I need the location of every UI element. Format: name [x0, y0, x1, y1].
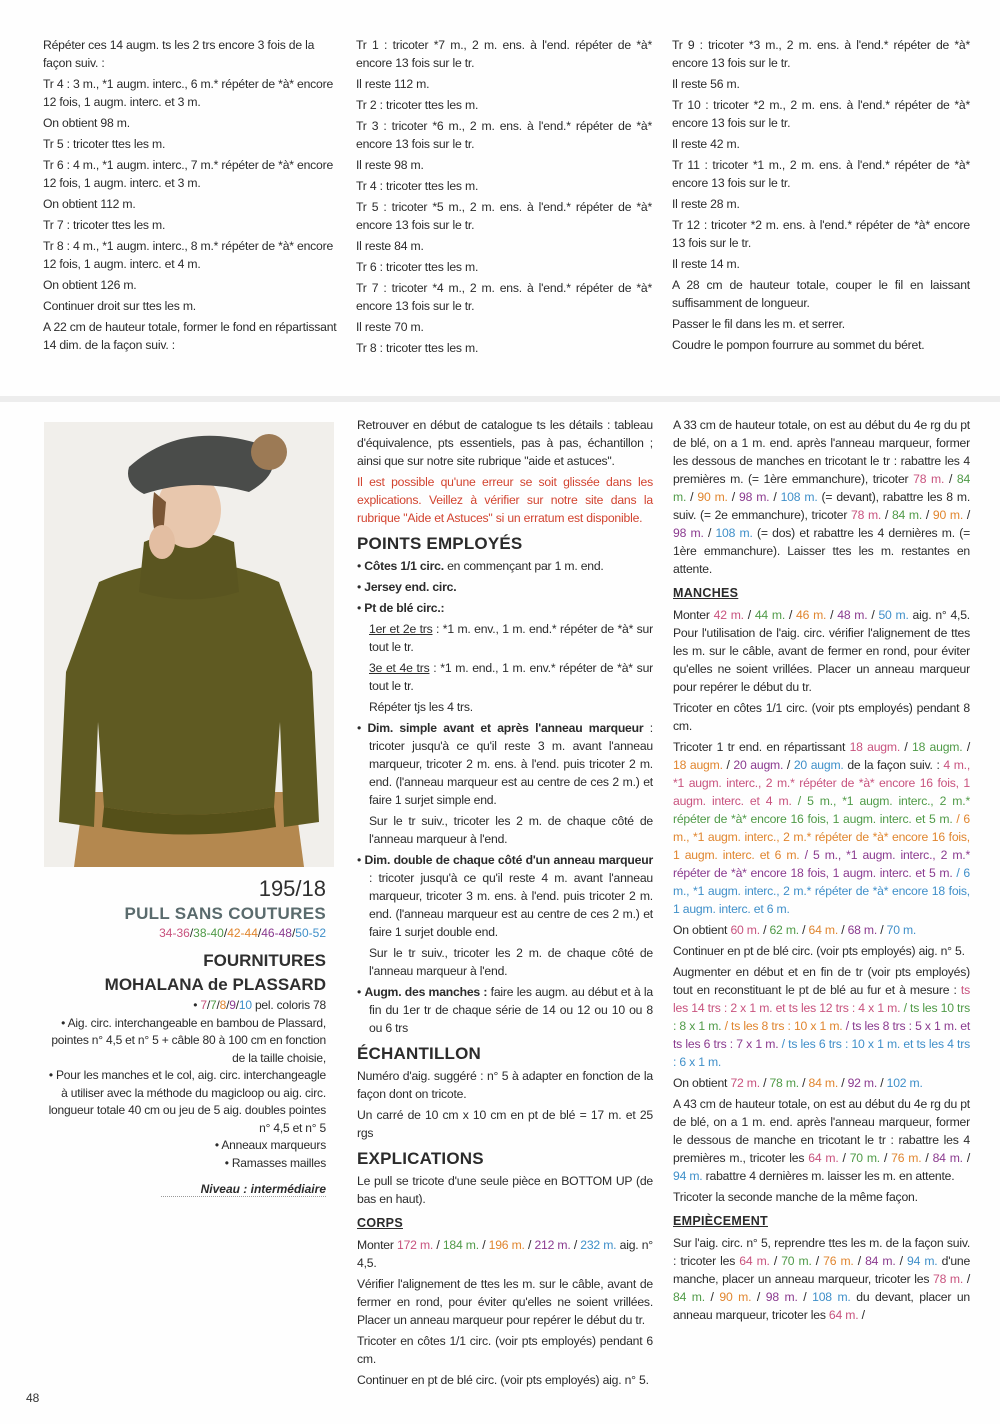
page-number: 48 — [26, 1391, 40, 1405]
text: (= devant), rabattre les 8 m. suiv. (= 2e emmanchure), tricoter — [673, 490, 971, 522]
paragraph: A 28 cm de hauteur totale, couper le fil en laissant suffisamment de longueur. — [672, 278, 970, 310]
text: Tricoter 1 tr end. en répartissant — [673, 740, 846, 754]
paragraph: Monter 172 m. / 184 m. / 196 m. / 212 m. / 232 m. aig. n° 4,5. — [357, 1238, 653, 1270]
size-value: 68 m. — [847, 923, 878, 937]
paragraph: On obtient 60 m. / 62 m. / 64 m. / 68 m. / 70 m. — [673, 923, 917, 937]
size-value: 64 m. — [739, 1254, 770, 1268]
text: du devant, placer un anneau marqueur, tricoter les — [673, 1290, 971, 1322]
paragraph: A 22 cm de hauteur totale, former le fond en répartissant 14 dim. de la façon suiv. : — [43, 320, 337, 352]
row-desc: : *1 m. env., 1 m. end.* répéter de *à* sur tout le tr. — [369, 622, 653, 654]
size-2: 38-40 — [193, 926, 224, 940]
size-value: 18 augm. — [673, 758, 723, 772]
paragraph: Tr 4 : 3 m., *1 augm. interc., 6 m.* répéter de *à* encore 12 fois, 1 augm. interc. et 3 m. — [43, 77, 334, 109]
stitch-item: • Côtes 1/1 circ. en commençant par 1 m. end. — [357, 559, 604, 573]
text: Augmenter en début et en fin de tr (voir pts employés) tout en reconstituant le pt de blé au fur et à mesure : — [673, 965, 970, 997]
paragraph: Numéro d'aig. suggéré : n° 5 à adapter en fonction de la façon dont on tricote. — [357, 1069, 653, 1101]
size-value: 44 m. — [754, 608, 786, 622]
text: A 33 cm de hauteur totale, on est au début du 4e rg du pt de blé, on a 1 m. end. après l'anneau marqueur, former les dessous de manches en tricotant le tr : rabattre les 4 premières m. (= 1ère emmanchure), tricoter — [673, 418, 970, 486]
paragraph: Tr 7 : tricoter ttes les m. — [43, 218, 166, 232]
text: rabattre 4 dernières m. laisser les m. en attente. — [702, 1169, 955, 1183]
paragraph: Vérifier l'alignement de ttes les m. sur le câble, avant de fermer en rond, pour éviter qu'elles ne soient vrillées. Placer un anneau marqueur pour repérer le début du tr. — [357, 1277, 653, 1327]
qty-4: 9 — [229, 998, 236, 1012]
stitch-desc: : tricoter jusqu'à ce qu'il reste 4 m. avant l'anneau marqueur, tricoter 3 m. ens. à l'end. puis tricoter 2 m. end. (l'anneau marqueur est au centre de ces 2 m.) et faire 1 surjet double end. — [369, 871, 653, 939]
size-value: 50 m. — [878, 608, 909, 622]
size-value: 78 m. — [913, 472, 945, 486]
size-value: 94 m. — [673, 1169, 703, 1183]
stitch-name: Pt de blé circ.: — [364, 601, 445, 615]
supply-item: • Pour les manches et le col, aig. circ. interchangeagle à utiliser avec la méthode du magicloop ou aig. circ. longueur totale 40 cm ou jeu de 5 aig. doubles pointes n° 4,5 et n° 5 — [48, 1068, 326, 1135]
size-value: 76 m. — [823, 1254, 854, 1268]
size-text: / ts les 8 trs : 5 x 1 m. et ts les 6 trs : 7 x 1 m. — [673, 1019, 971, 1051]
stitch-desc: : tricoter jusqu'à ce qu'il reste 3 m. avant l'anneau marqueur, tricoter 2 m. ens. à l'end. puis tricoter 2 m. end. (l'anneau marqueur est au centre de ces 2 m.) et faire 1 surjet simple end. — [369, 721, 653, 807]
size-value: 84 m. — [932, 1151, 963, 1165]
size-value: 108 m. — [780, 490, 818, 504]
section-heading: ÉCHANTILLON — [357, 1044, 482, 1063]
pattern-sidebar — [44, 875, 326, 1198]
size-1: 34-36 — [159, 926, 190, 940]
size-value: 76 m. — [891, 1151, 922, 1165]
paragraph: Tr 11 : tricoter *1 m., 2 m. ens. à l'end.* répéter de *à* encore 13 fois sur le tr. — [672, 158, 970, 190]
size-value: 102 m. — [886, 1076, 923, 1090]
stitch-item: • Dim. simple avant et après l'anneau marqueur : tricoter jusqu'à ce qu'il reste 3 m. avant l'anneau marqueur, tricoter 2 m. ens. à l'end. puis tricoter 2 m. end. (l'anneau marqueur est au centre de ces 2 m.) et faire 1 surjet simple end. — [357, 721, 653, 807]
size-value: 64 m. — [808, 1151, 839, 1165]
model-photo — [44, 422, 334, 867]
size-value: 78 m. — [769, 1076, 799, 1090]
paragraph: A 33 cm de hauteur totale, on est au début du 4e rg du pt de blé, on a 1 m. end. après l'anneau marqueur, former les dessous de manches en tricotant le tr : rabattre les 4 premières m. (= 1ère emmanchure), tricoter 78 m. / 84 m. / 90 m. / 98 m. / 108 m. (= devant), rabattre les 8 m. suiv. (= 2e emmanchure), tricoter 78 m. / 84 m. / 90 m. / 98 m. / 108 m. (= dos) et rabattre les 4 dernières m. (= 1ère emmanchure). Laisser ttes les m. restantes en attente. — [673, 418, 971, 576]
size-value: 20 augm. — [793, 758, 844, 772]
size-value: 64 m. — [808, 923, 839, 937]
paragraph: Tr 8 : tricoter ttes les m. — [356, 341, 479, 355]
paragraph: Continuer droit sur ttes les m. — [43, 299, 196, 313]
paragraph: On obtient 112 m. — [43, 197, 136, 211]
paragraph: Tricoter la seconde manche de la même façon. — [673, 1190, 918, 1204]
text: Sur l'aig. circ. n° 5, reprendre ttes les m. de la façon suiv. : tricoter les — [673, 1236, 970, 1268]
paragraph: Tr 8 : 4 m., *1 augm. interc., 8 m.* répéter de *à* encore 12 fois, 1 augm. interc. et 4 m. — [43, 239, 334, 271]
erratum-warning: Il est possible qu'une erreur se soit glissée dans les explications. Veillez à vérifier sur notre site dans la rubrique "Aide et Astuces" si un erratum est disponible. — [357, 475, 653, 525]
size-value: 98 m. — [673, 526, 704, 540]
paragraph: Tricoter en côtes 1/1 circ. (voir pts employés) pendant 6 cm. — [357, 1334, 653, 1366]
paragraph: Il reste 98 m. — [356, 158, 424, 172]
size-text: 4 m., *1 augm. interc., 2 m.* répéter de *à* encore 16 fois, 1 augm. interc. et 4 m. — [673, 758, 971, 808]
size-value: 78 m. — [933, 1272, 964, 1286]
paragraph: Tr 10 : tricoter *2 m., 2 m. ens. à l'end.* répéter de *à* encore 13 fois sur le tr. — [672, 98, 970, 130]
intro-text: Retrouver en début de catalogue ts les détails : tableau d'équivalence, pts essentiels, pas à pas, échantillon ; ainsi que sur notre site rubrique "aide et astuces". — [357, 418, 653, 468]
qty-2: 7 — [209, 998, 217, 1012]
top-column-1 — [43, 36, 339, 357]
size-value: 90 m. — [719, 1290, 752, 1304]
size-value: 196 m. — [488, 1238, 525, 1252]
text: aig. n° 4,5. — [357, 1238, 653, 1270]
text: de la façon suiv. : — [843, 758, 940, 772]
size-value: 98 m. — [765, 1290, 798, 1304]
size-text: / ts les 6 trs : 10 x 1 m. et ts les 4 trs : 6 x 1 m. — [673, 1037, 970, 1069]
size-value: 70 m. — [781, 1254, 812, 1268]
section-divider — [0, 396, 1000, 402]
size-3: 42-44 — [227, 926, 258, 940]
size-value: 90 m. — [697, 490, 728, 504]
size-value: 90 m. — [932, 508, 964, 522]
size-value: 70 m. — [849, 1151, 880, 1165]
stitch-desc: faire les augm. au début et à la fin du 1er tr de chaque série de 14 ou 12 ou 10 ou 8 ou 6 trs — [369, 985, 653, 1035]
size-value: 48 m. — [837, 608, 868, 622]
qty-3: 8 — [219, 998, 227, 1012]
paragraph: Passer le fil dans les m. et serrer. — [672, 317, 845, 331]
subsection-heading: EMPIÈCEMENT — [673, 1214, 768, 1228]
paragraph: Tr 4 : tricoter ttes les m. — [356, 179, 479, 193]
text: Monter — [673, 608, 710, 622]
paragraph: Il reste 14 m. — [672, 257, 740, 271]
stitch-name: Dim. simple avant et après l'anneau marqueur — [367, 721, 644, 735]
size-value: 172 m. — [397, 1238, 434, 1252]
qty-5: 10 — [238, 998, 252, 1012]
paragraph: Continuer en pt de blé circ. (voir pts employés) aig. n° 5. — [357, 1373, 649, 1387]
size-text: / ts les 8 trs : 10 x 1 m. — [721, 1019, 843, 1033]
pattern-number: 195/18 — [258, 876, 326, 901]
yarn-brand: MOHALANA de PLASSARD — [104, 975, 326, 994]
paragraph: Il reste 84 m. — [356, 239, 424, 253]
paragraph: Monter 42 m. / 44 m. / 46 m. / 48 m. / 50 m. aig. n° 4,5. Pour l'utilisation de l'aig. circ. vérifier l'alignement de ttes les m. sur le câble, avant de fermer en rond, pour éviter qu'elles ne soient vrillées. Placer un anneau marqueur pour repérer le début du tr. — [673, 608, 970, 694]
size-value: 78 m. — [851, 508, 882, 522]
stitch-name: Jersey end. circ. — [364, 580, 457, 594]
paragraph: Il reste 42 m. — [672, 137, 740, 151]
stitch-note: Sur le tr suiv., tricoter les 2 m. de chaque côté de l'anneau marqueur à l'end. — [369, 946, 653, 978]
size-value: 184 m. — [442, 1238, 479, 1252]
size-value: 84 m. — [673, 1290, 705, 1304]
paragraph: Tricoter en côtes 1/1 circ. (voir pts employés) pendant 8 cm. — [673, 701, 970, 733]
size-value: 20 augm. — [733, 758, 784, 772]
paragraph: Tr 6 : 4 m., *1 augm. interc., 7 m.* répéter de *à* encore 12 fois, 1 augm. interc. et 3 m. — [43, 158, 334, 190]
paragraph: On obtient 72 m. / 78 m. / 84 m. / 92 m. / 102 m. — [673, 1076, 923, 1090]
paragraph: Le pull se tricote d'une seule pièce en BOTTOM UP (de bas en haut). — [357, 1174, 653, 1206]
size-value: 108 m. — [715, 526, 753, 540]
size-value: 64 m. — [828, 1308, 859, 1322]
paragraph: Il reste 112 m. — [356, 77, 430, 91]
stitch-item: • Pt de blé circ.: — [357, 601, 445, 615]
paragraph: Tr 5 : tricoter ttes les m. — [43, 137, 166, 151]
size-value: 42 m. — [713, 608, 744, 622]
pattern-title: PULL SANS COUTURES — [124, 904, 326, 923]
paragraph: On obtient 98 m. — [43, 116, 130, 130]
skill-level: Niveau : intermédiaire — [161, 1182, 326, 1197]
size-value: 212 m. — [534, 1238, 571, 1252]
size-5: 50-52 — [295, 926, 326, 940]
paragraph: Coudre le pompon fourrure au sommet du béret. — [672, 338, 925, 352]
paragraph: On obtient 126 m. — [43, 278, 137, 292]
stitch-note: Sur le tr suiv., tricoter les 2 m. de chaque côté de l'anneau marqueur à l'end. — [369, 814, 653, 846]
supply-item: • Aig. circ. interchangeable en bambou de Plassard, pointes n° 4,5 et n° 5 + câble 80 à 100 cm en fonction de la taille choisie, — [51, 1015, 326, 1065]
stitch-row — [357, 620, 653, 656]
text: / — [858, 1308, 865, 1322]
subsection-heading: CORPS — [357, 1216, 403, 1230]
row-label: 3e et 4e trs — [369, 661, 430, 675]
row-label: 1er et 2e trs — [369, 622, 433, 636]
paragraph: Sur l'aig. circ. n° 5, reprendre ttes les m. de la façon suiv. : tricoter les 64 m. / 70 m. / 76 m. / 84 m. / 94 m. d'une manche, placer un anneau marqueur, tricoter les 78 m. / 84 m. / 90 m. / 98 m. / 108 m. du devant, placer un anneau marqueur, tricoter les 64 m. / — [673, 1236, 971, 1322]
paragraph: Tr 1 : tricoter *7 m., 2 m. ens. à l'end. répéter de *à* encore 13 fois sur le tr. — [356, 38, 652, 70]
stitch-name: Côtes 1/1 circ. — [364, 559, 444, 573]
paragraph: Tr 3 : tricoter *6 m., 2 m. ens. à l'end.* répéter de *à* encore 13 fois sur le tr. — [356, 119, 652, 151]
sweater-illustration — [44, 422, 334, 867]
size-text: ts les 14 trs : 2 x 1 m. et ts les 12 trs : 4 x 1 m. — [673, 983, 970, 1015]
stitch-row — [357, 659, 653, 695]
size-value: 84 m. — [891, 508, 923, 522]
size-value: 84 m. — [808, 1076, 839, 1090]
stitch-name: Augm. des manches : — [364, 985, 488, 999]
paragraph: Il reste 56 m. — [672, 77, 740, 91]
size-value: 108 m. — [812, 1290, 851, 1304]
stitch-row: Répéter tjs les 4 trs. — [369, 700, 473, 714]
right-column — [673, 416, 970, 1327]
size-value: 72 m. — [730, 1076, 760, 1090]
stitch-desc: en commençant par 1 m. end. — [443, 559, 604, 573]
paragraph: Il reste 70 m. — [356, 320, 424, 334]
stitch-item: • Augm. des manches : faire les augm. au début et à la fin du 1er tr de chaque série de 14 ou 12 ou 10 ou 8 ou 6 trs — [357, 985, 653, 1035]
paragraph: Tr 5 : tricoter *5 m., 2 m. ens. à l'end.* répéter de *à* encore 13 fois sur le tr. — [356, 200, 652, 232]
paragraph: Tricoter 1 tr end. en répartissant 18 augm. / 18 augm. / 18 augm. / 20 augm. / 20 augm. de la façon suiv. : 4 m., *1 augm. interc., 2 m.* répéter de *à* encore 16 fois, 1 augm. interc. et 4 m. / 5 m., *1 augm. interc., 2 m.* répéter de *à* encore 16 fois, 1 augm. interc. et 5 m. / 6 m., *1 augm. interc., 2 m.* répéter de *à* encore 16 fois, 1 augm. interc. et 6 m. / 5 m., *1 augm. interc., 2 m.* répéter de *à* encore 18 fois, 1 augm. interc. et 5 m. / 6 m., *1 augm. interc., 2 m.* répéter de *à* encore 18 fois, 1 augm. interc. et 6 m. — [673, 740, 971, 916]
size-text: / 6 m., *1 augm. interc., 2 m.* répéter de *à* encore 16 fois, 1 augm. interc. et 6 m. — [673, 812, 970, 862]
stitch-item: • Dim. double de chaque côté d'un anneau marqueur : tricoter jusqu'à ce qu'il reste 4 m. avant l'anneau marqueur, tricoter 3 m. ens. à l'end. puis tricoter 2 m. end. (l'anneau marqueur est au centre de ces 2 m.) et faire 1 surjet double end. — [357, 853, 653, 939]
size-value: 92 m. — [847, 1076, 878, 1090]
text: On obtient — [673, 1076, 728, 1090]
paragraph: Tr 9 : tricoter *3 m., 2 m. ens. à l'end.* répéter de *à* encore 13 fois sur le tr. — [672, 38, 970, 70]
text: d'une manche, placer un anneau marqueur, tricoter les — [673, 1254, 971, 1286]
size-value: 232 m. — [580, 1238, 617, 1252]
top-column-3 — [672, 36, 970, 357]
size-list: 34-36/38-40/42-44/46-48/50-52 — [159, 926, 326, 940]
qty-1: 7 — [200, 998, 207, 1012]
paragraph: A 43 cm de hauteur totale, on est au début du 4e rg du pt de blé, on a 1 m. end. après l'anneau marqueur, former le dessous de manche en tricotant le tr : rabattre les 4 premières m., tricoter les 64 m. / 70 m. / 76 m. / 84 m. / 94 m. rabattre 4 dernières m. laisser les m. en attente. — [673, 1097, 971, 1183]
paragraph: Continuer en pt de blé circ. (voir pts employés) aig. n° 5. — [673, 944, 965, 958]
section-heading: EXPLICATIONS — [357, 1149, 484, 1168]
top-column-2 — [356, 36, 652, 360]
qty-suffix: pel. coloris 78 — [254, 998, 326, 1012]
text: (= dos) et rabattre les 4 dernières m. (= 1ère emmanchure). Laisser ttes les m. restantes en attente. — [673, 526, 970, 576]
paragraph: Tr 7 : tricoter *4 m., 2 m. ens. à l'end.* répéter de *à* encore 13 fois sur le tr. — [356, 281, 652, 313]
size-value: 70 m. — [886, 923, 917, 937]
size-value: 18 augm. — [849, 740, 901, 754]
section-heading: POINTS EMPLOYÉS — [357, 534, 523, 553]
text: aig. n° 4,5. Pour l'utilisation de l'aig. circ. vérifier l'alignement de ttes les m. sur le câble, avant de fermer en rond, pour éviter qu'elles ne soient vrillées. Placer un anneau marqueur pour repérer le début du tr. — [673, 608, 970, 694]
text: Monter — [357, 1238, 394, 1252]
yarn-quantity: • 7/7/8/9/10 pel. coloris 78 — [193, 998, 326, 1012]
middle-column — [357, 416, 653, 1392]
size-4: 46-48 — [261, 926, 292, 940]
size-value: 60 m. — [730, 923, 760, 937]
subsection-heading: MANCHES — [673, 586, 739, 600]
size-text: / 5 m., *1 augm. interc., 2 m.* répéter de *à* encore 16 fois, 1 augm. interc. et 5 m. — [673, 794, 970, 826]
size-value: 18 augm. — [912, 740, 963, 754]
size-value: 46 m. — [796, 608, 827, 622]
supply-item: • Anneaux marqueurs — [214, 1138, 326, 1152]
size-value: 84 m. — [673, 472, 971, 504]
paragraph: Il reste 28 m. — [672, 197, 740, 211]
paragraph: Tr 12 : tricoter *2 m. ens. à l'end.* répéter de *à* encore 13 fois sur le tr. — [672, 218, 970, 250]
paragraph: Répéter ces 14 augm. ts les 2 trs encore 3 fois de la façon suiv. : — [43, 38, 315, 70]
paragraph: Tr 2 : tricoter ttes les m. — [356, 98, 479, 112]
text: A 43 cm de hauteur totale, on est au début du 4e rg du pt de blé, on a 1 m. end. après l'anneau marqueur, former le dessous de manche en tricotant le tr : rabattre les 4 premières m., tricoter les — [673, 1097, 970, 1165]
supplies-heading: FOURNITURES — [203, 951, 326, 970]
size-value: 94 m. — [907, 1254, 938, 1268]
paragraph: Tr 6 : tricoter ttes les m. — [356, 260, 479, 274]
size-text: / 5 m., *1 augm. interc., 2 m.* répéter de *à* encore 18 fois, 1 augm. interc. et 5 m. — [673, 848, 971, 880]
supply-item: • Ramasses mailles — [224, 1155, 326, 1170]
paragraph: Un carré de 10 cm x 10 cm en pt de blé = 17 m. et 25 rgs — [357, 1108, 653, 1140]
row-desc: : *1 m. end., 1 m. env.* répéter de *à* sur tout le tr. — [369, 661, 654, 693]
size-value: 98 m. — [739, 490, 770, 504]
stitch-name: Dim. double de chaque côté d'un anneau marqueur — [364, 853, 653, 867]
size-value: 84 m. — [865, 1254, 896, 1268]
size-text: / ts les 10 trs : 8 x 1 m. — [673, 1001, 970, 1033]
paragraph — [673, 963, 970, 1071]
size-value: 62 m. — [769, 923, 799, 937]
size-text: / 6 m., *1 augm. interc., 2 m.* répéter de *à* encore 18 fois, 1 augm. interc. et 6 m. — [673, 866, 970, 916]
text: On obtient — [673, 923, 728, 937]
stitch-item: • Jersey end. circ. — [357, 580, 457, 594]
